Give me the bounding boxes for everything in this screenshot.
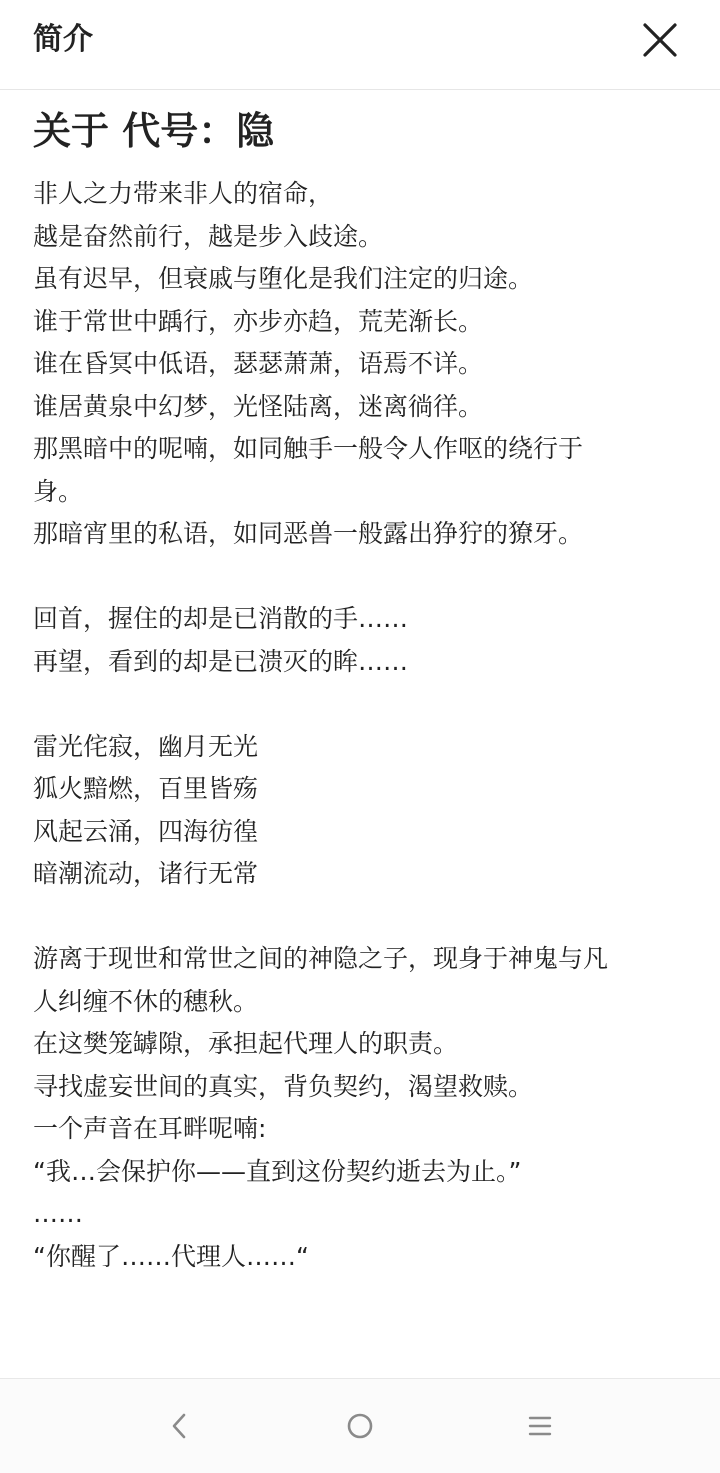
intro-text-line: 谁居黄泉中幻梦，光怪陆离，迷离徜徉。 xyxy=(33,391,484,421)
intro-text-line: 一个声音在耳畔呢喃: xyxy=(33,1114,267,1143)
intro-text-line: 风起云涌，四海彷徨 xyxy=(33,816,259,846)
nav-back-button[interactable] xyxy=(155,1401,205,1451)
header-bar xyxy=(0,0,720,90)
intro-text-line: “你醒了……代理人……“ xyxy=(33,1241,309,1271)
intro-text-line: “我…会保护你——直到这份契约逝去为止。” xyxy=(33,1156,522,1186)
intro-text-line: 再望，看到的却是已溃灭的眸…… xyxy=(33,646,409,676)
blank-line xyxy=(33,556,693,599)
circle-home-icon xyxy=(345,1411,375,1441)
about-heading: 关于 代号：隐 xyxy=(33,109,275,153)
intro-text-line: 狐火黯燃，百里皆殇 xyxy=(33,774,259,803)
close-button[interactable] xyxy=(636,16,684,64)
blank-line xyxy=(33,896,693,939)
intro-text-line: 身。 xyxy=(33,476,84,506)
intro-text-line: 非人之力带来非人的宿命， xyxy=(33,179,334,208)
nav-home-button[interactable] xyxy=(335,1401,385,1451)
intro-text-body xyxy=(33,173,693,1278)
system-navigation-bar xyxy=(0,1378,720,1473)
intro-text-line: 回首，握住的却是已消散的手…… xyxy=(33,604,409,633)
intro-text-line: 雷光侘寂，幽月无光 xyxy=(33,731,259,761)
nav-menu-button[interactable] xyxy=(515,1401,565,1451)
blank-line xyxy=(33,683,693,726)
intro-text-line: 虽有迟早，但衰戚与堕化是我们注定的归途。 xyxy=(33,264,534,293)
intro-text-line: 人纠缠不休的穗秋。 xyxy=(33,986,259,1016)
intro-text-line: 谁在昏冥中低语，瑟瑟萧萧，语焉不详。 xyxy=(33,349,484,378)
page-title: 简介 xyxy=(33,22,93,57)
close-icon xyxy=(642,22,678,58)
intro-text-line: 那黑暗中的呢喃，如同触手一般令人作呕的绕行于 xyxy=(33,434,584,463)
intro-text-line: 那暗宵里的私语，如同恶兽一般露出狰狞的獠牙。 xyxy=(33,519,584,548)
intro-text-line: …… xyxy=(33,1199,83,1228)
chevron-left-icon xyxy=(168,1411,192,1441)
intro-text-line: 越是奋然前行，越是步入歧途。 xyxy=(33,221,384,251)
intro-text-line: 在这樊笼罅隙，承担起代理人的职责。 xyxy=(33,1029,459,1058)
intro-text-line: 寻找虚妄世间的真实，背负契约，渴望救赎。 xyxy=(33,1071,534,1101)
intro-content xyxy=(33,105,693,1278)
intro-text-line: 暗潮流动，诸行无常 xyxy=(33,859,259,888)
intro-text-line: 谁于常世中踽行，亦步亦趋，荒芜渐长。 xyxy=(33,306,484,336)
menu-lines-icon xyxy=(526,1412,554,1440)
intro-text-line: 游离于现世和常世之间的神隐之子，现身于神鬼与凡 xyxy=(33,944,609,973)
